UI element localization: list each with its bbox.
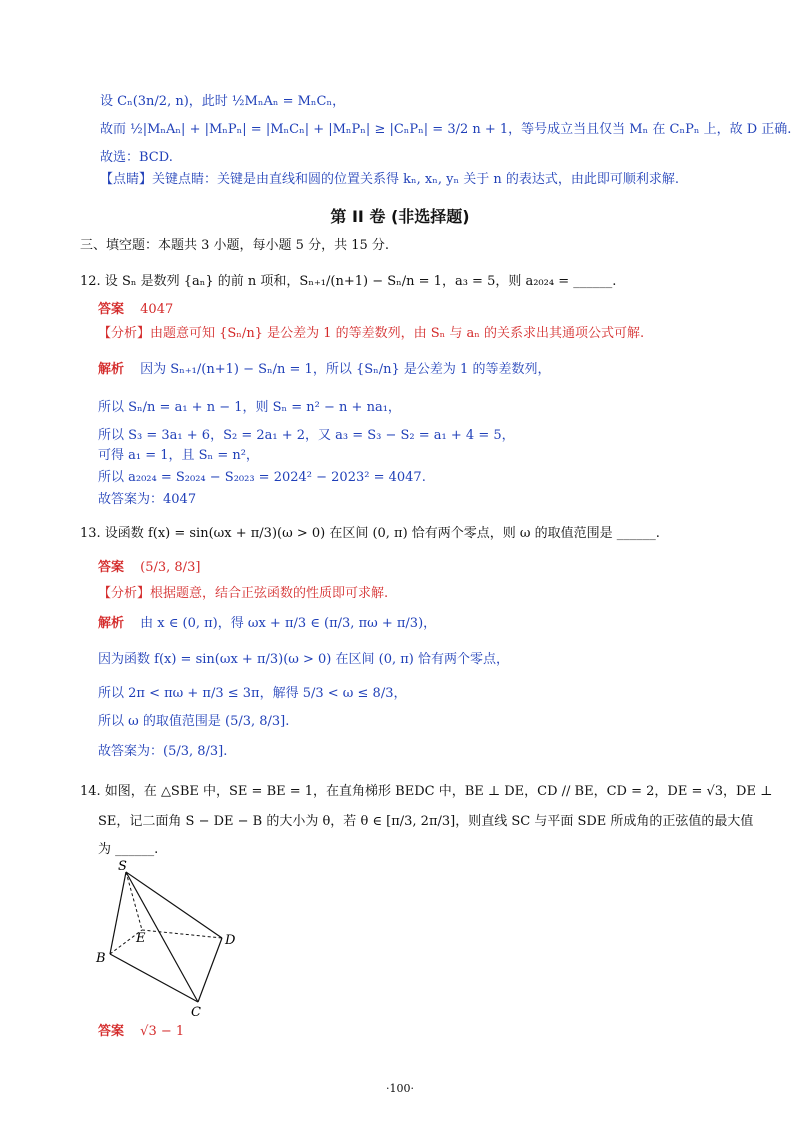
q13-solution-line-3: 所以 2π < πω + π/3 ≤ 3π，解得 5/3 < ω ≤ 8/3，	[98, 686, 407, 701]
q13-analysis: 【分析】根据题意，结合正弦函数的性质即可求解.	[98, 586, 389, 601]
q13-solution-line-5: 故答案为：(5/3, 8/3].	[98, 744, 228, 759]
q12-solution-line-2: 所以 Sₙ/n = a₁ + n − 1，则 Sₙ = n² − n + na₁，	[98, 400, 401, 415]
label-c: C	[191, 1005, 201, 1020]
q14-figure	[90, 858, 260, 1020]
q12-stem: 12. 设 Sₙ 是数列 {aₙ} 的前 n 项和，Sₙ₊₁/(n+1) − Sₙ/n = 1，a₃ = 5，则 a₂₀₂₄ = ______.	[80, 274, 617, 289]
edge-cd	[198, 938, 222, 1002]
section-title: 第 II 卷 (非选择题)	[330, 207, 470, 226]
q13-solution-line-4: 所以 ω 的取值范围是 (5/3, 8/3].	[98, 714, 290, 729]
label-s: S	[118, 859, 127, 874]
q12-answer-label: 答案	[98, 302, 125, 317]
label-d: D	[225, 933, 236, 948]
q12-solution-label: 解析	[98, 362, 125, 377]
q14-answer	[98, 1022, 184, 1042]
label-b: B	[96, 951, 106, 966]
q12-solution-line-1	[98, 360, 550, 380]
q12-answer-value: 4047	[140, 302, 174, 317]
q13-stem: 13. 设函数 f(x) = sin(ωx + π/3)(ω > 0) 在区间 (0, π) 恰有两个零点，则 ω 的取值范围是 ______.	[80, 526, 660, 541]
q14-stem-line-1: 14. 如图，在 △SBE 中，SE = BE = 1，在直角梯形 BEDC 中，BE ⊥ DE，CD // BE，CD = 2，DE = √3，DE ⊥	[80, 784, 773, 799]
edge-sb	[110, 872, 126, 954]
q12-solution-line-5: 所以 a₂₀₂₄ = S₂₀₂₄ − S₂₀₂₃ = 2024² − 2023² = 4047.	[98, 470, 426, 485]
top-line-4-key-point: 【点睛】关键点睛：关键是由直线和圆的位置关系得 kₙ, xₙ, yₙ 关于 n 的表达式，由此即可顺利求解.	[100, 172, 679, 187]
q13-solution-label: 解析	[98, 616, 125, 631]
q13-solution-line-2: 因为函数 f(x) = sin(ωx + π/3)(ω > 0) 在区间 (0, π) 恰有两个零点，	[98, 652, 509, 667]
q13-answer-value: (5/3, 8/3]	[140, 560, 201, 575]
page-number: ·100·	[386, 1082, 414, 1095]
q12-solution-line-4: 可得 a₁ = 1，且 Sₙ = n²，	[98, 448, 259, 463]
q13-solution-line-1	[98, 614, 436, 634]
top-line-2: 故而 ½|MₙAₙ| + |MₙPₙ| = |MₙCₙ| + |MₙPₙ| ≥ |CₙPₙ| = 3/2 n + 1，等号成立当且仅当 Mₙ 在 CₙPₙ 上，故 D 正确.	[100, 122, 792, 137]
q14-answer-label: 答案	[98, 1024, 125, 1039]
q14-stem-line-2: SE，记二面角 S − DE − B 的大小为 θ，若 θ ∈ [π/3, 2π/3]，则直线 SC 与平面 SDE 所成角的正弦值的最大值	[98, 814, 754, 829]
edge-sd	[126, 872, 222, 938]
q13-answer	[98, 558, 200, 578]
top-line-3: 故选：BCD.	[100, 150, 173, 165]
edge-ed	[142, 930, 222, 938]
q12-solution-text-1: 因为 Sₙ₊₁/(n+1) − Sₙ/n = 1，所以 {Sₙ/n} 是公差为 1 的等差数列，	[140, 362, 551, 377]
section-intro: 三、填空题：本题共 3 小题，每小题 5 分，共 15 分.	[80, 238, 390, 253]
q12-answer	[98, 300, 173, 320]
q13-answer-label: 答案	[98, 560, 125, 575]
q14-answer-value: √3 − 1	[140, 1024, 185, 1039]
label-e: E	[136, 931, 146, 946]
top-line-1: 设 Cₙ(3n/2, n)，此时 ½MₙAₙ = MₙCₙ，	[100, 94, 346, 109]
q12-analysis: 【分析】由题意可知 {Sₙ/n} 是公差为 1 的等差数列，由 Sₙ 与 aₙ 的关系求出其通项公式可解.	[98, 326, 645, 341]
q12-solution-line-3: 所以 S₃ = 3a₁ + 6，S₂ = 2a₁ + 2，又 a₃ = S₃ − S₂ = a₁ + 4 = 5，	[98, 428, 515, 443]
q14-stem-line-3: 为 ______.	[98, 842, 159, 857]
q13-solution-text-1: 由 x ∈ (0, π)，得 ωx + π/3 ∈ (π/3, πω + π/3)，	[140, 616, 437, 631]
q12-solution-line-6: 故答案为：4047	[98, 492, 197, 507]
